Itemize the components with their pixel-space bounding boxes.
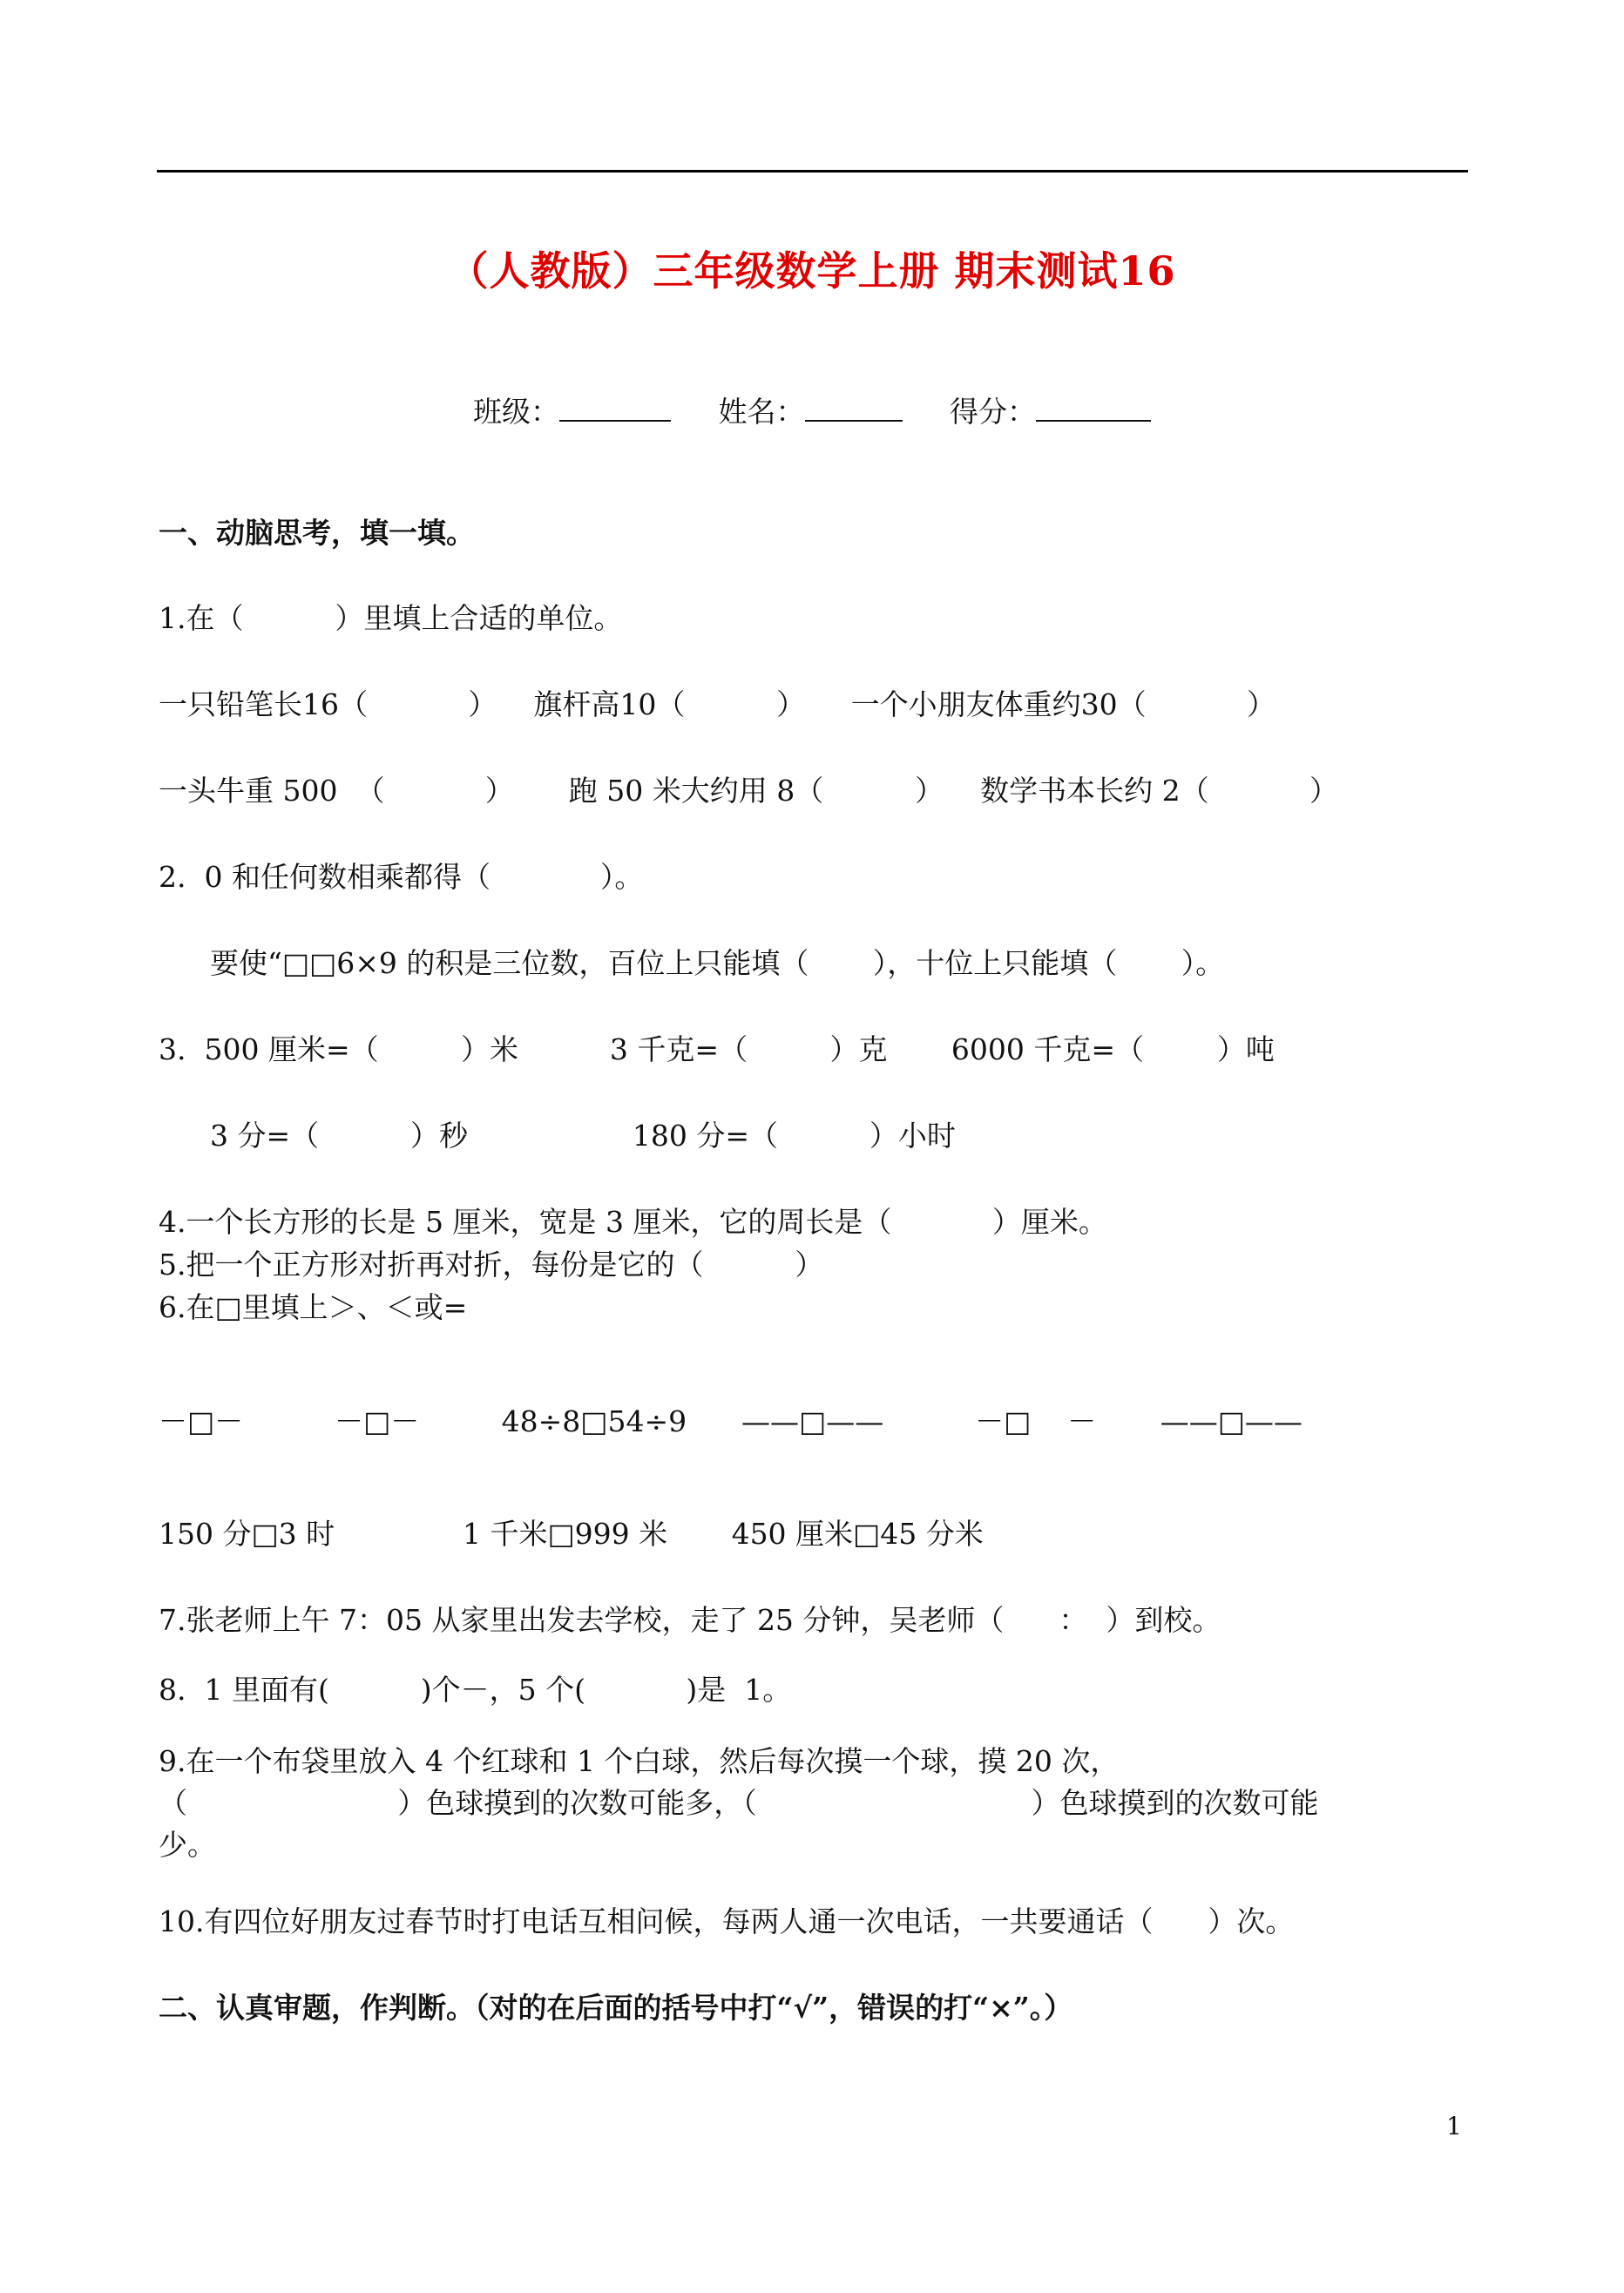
question-9a: 9.在一个布袋里放入 4 个红球和 1 个白球，然后每次摸一个球，摸 20 次， [159, 1744, 1120, 1778]
score-field [950, 389, 1151, 430]
page-title: （人教版）三年级数学上册 期末测试16 [448, 247, 1176, 294]
score-blank[interactable] [1036, 419, 1151, 422]
class-field [473, 389, 671, 430]
section2-heading: 二、认真审题，作判断。（对的在后面的括号中打“√”，错误的打“×”。） [159, 1991, 1073, 2025]
score-label: 得分： [950, 395, 1036, 429]
name-field [719, 389, 903, 430]
class-blank[interactable] [559, 419, 671, 422]
question-2b: 要使“□□6×9 的积是三位数，百位上只能填（ ），十位上只能填（ ）。 [210, 946, 1225, 980]
header-rule [157, 170, 1468, 172]
question-3a: 3. 500 厘米=（ ）米 3 千克=（ ）克 6000 千克=（ ）吨 [159, 1032, 1275, 1066]
question-10: 10.有四位好朋友过春节时打电话互相问候，每两人通一次电话，一共要通话（ ）次。 [159, 1904, 1295, 1938]
question-3b: 3 分=（ ）秒 180 分=（ ）小时 [210, 1119, 956, 1153]
question-6: 6.在□里填上＞、＜或= [159, 1290, 468, 1324]
page-number: 1 [1446, 2112, 1462, 2141]
question-6-row1: －□－ －□－ 48÷8□54÷9 ——□—— －□ － ——□—— [159, 1404, 1303, 1438]
question-5: 5.把一个正方形对折再对折，每份是它的（ ） [159, 1248, 824, 1282]
section1-heading: 一、动脑思考，填一填。 [159, 516, 475, 550]
question-7: 7.张老师上午 7：05 从家里出发去学校，走了 25 分钟，吴老师（ ： ）到校。 [159, 1603, 1221, 1637]
question-2a: 2. 0 和任何数相乘都得（ ）。 [159, 860, 644, 894]
question-1-row2: 一头牛重 500 （ ） 跑 50 米大约用 8（ ） 数学书本长约 2（ ） [159, 774, 1338, 808]
question-4: 4.一个长方形的长是 5 厘米，宽是 3 厘米，它的周长是（ ）厘米。 [159, 1205, 1107, 1239]
student-info-row [0, 389, 1624, 430]
question-6-row2: 150 分□3 时 1 千米□999 米 450 厘米□45 分米 [159, 1517, 984, 1551]
name-blank[interactable] [805, 419, 903, 422]
question-1-row1: 一只铅笔长16（ ） 旗杆高10（ ） 一个小朋友体重约30（ ） [159, 687, 1276, 721]
class-label: 班级： [473, 395, 559, 429]
question-1: 1.在（ ）里填上合适的单位。 [159, 601, 623, 635]
question-8: 8. 1 里面有( )个－，5 个( )是 1。 [159, 1673, 792, 1707]
name-label: 姓名： [718, 395, 805, 429]
question-9b: （ ）色球摸到的次数可能多，（ ）色球摸到的次数可能 [159, 1786, 1319, 1820]
question-9c: 少。 [159, 1828, 216, 1862]
